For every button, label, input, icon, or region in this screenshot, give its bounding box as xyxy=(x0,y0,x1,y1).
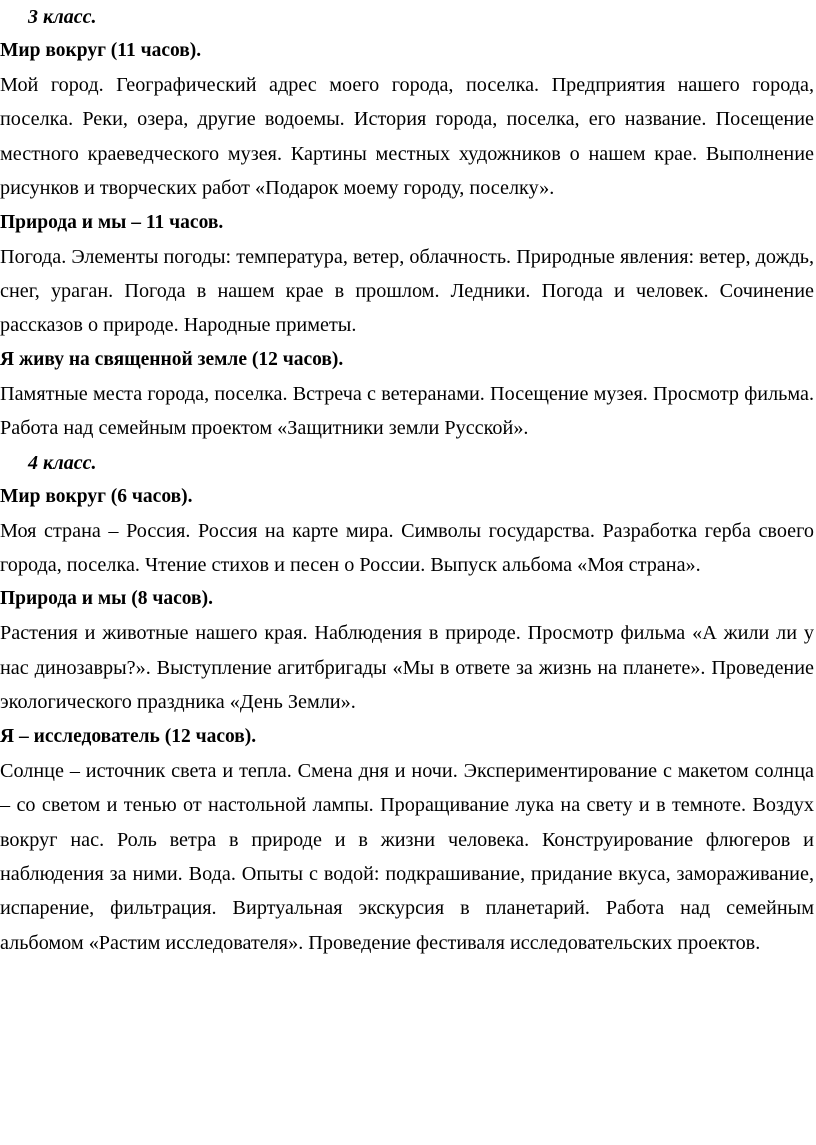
topic-text: Растения и животные нашего края. Наблюдения в природе. Просмотр фильма «А жили ли у нас динозавры?». Выступление агитбригады «Мы в ответе за жизнь на планете». Проведение экологического праздника «День Земли». xyxy=(0,622,814,714)
grade-3-title: 3 класс. xyxy=(28,6,97,28)
topic-text: Мой город. Географический адрес моего города, поселка. Предприятия нашего города, поселка. Реки, озера, другие водоемы. История города, поселка, его название. Посещение местного краеведческого музея. Картины местных художников о нашем крае. Выполнение рисунков и творческих работ «Подарок моему городу, поселку». xyxy=(0,74,814,200)
topic-heading: Природа и мы – 11 часов. xyxy=(0,211,224,233)
topic-text: Памятные места города, поселка. Встреча с ветеранами. Посещение музея. Просмотр фильма. Работа над семейным проектом «Защитники земли Русской». xyxy=(0,382,814,440)
topic-text: Погода. Элементы погоды: температура, ветер, облачность. Природные явления: ветер, дождь, снег, ураган. Погода в нашем крае в прошлом. Ледники. Погода и человек. Сочинение рассказов о природе. Народные приметы. xyxy=(0,245,814,337)
topic-heading: Природа и мы (8 часов). xyxy=(0,588,213,610)
topic-text: Солнце – источник света и тепла. Смена дня и ночи. Экспериментирование с макетом солнца – со светом и тенью от настольной лампы. Проращивание лука на свету и в темноте. Воздух вокруг нас. Роль ветра в природе и в жизни человека. Конструирование флюгеров и наблюдения за ними. Вода. Опыты с водой: подкрашивание, придание вкуса, замораживание, испарение, фильтрация. Виртуальная экскурсия в планетарий. Работа над семейным альбомом «Растим исследователя». Проведение фестиваля исследовательских проектов. xyxy=(0,759,814,954)
topic-heading: Я живу на священной земле (12 часов). xyxy=(0,348,344,370)
topic-heading: Мир вокруг (11 часов). xyxy=(0,40,202,61)
topic-text: Моя страна – Россия. Россия на карте мира. Символы государства. Разработка герба своего города, поселка. Чтение стихов и песен о России. Выпуск альбома «Моя страна». xyxy=(0,519,814,577)
grade-4-title: 4 класс. xyxy=(28,451,97,474)
topic-heading: Мир вокруг (6 часов). xyxy=(0,485,193,507)
topic-heading: Я – исследователь (12 часов). xyxy=(0,725,257,747)
